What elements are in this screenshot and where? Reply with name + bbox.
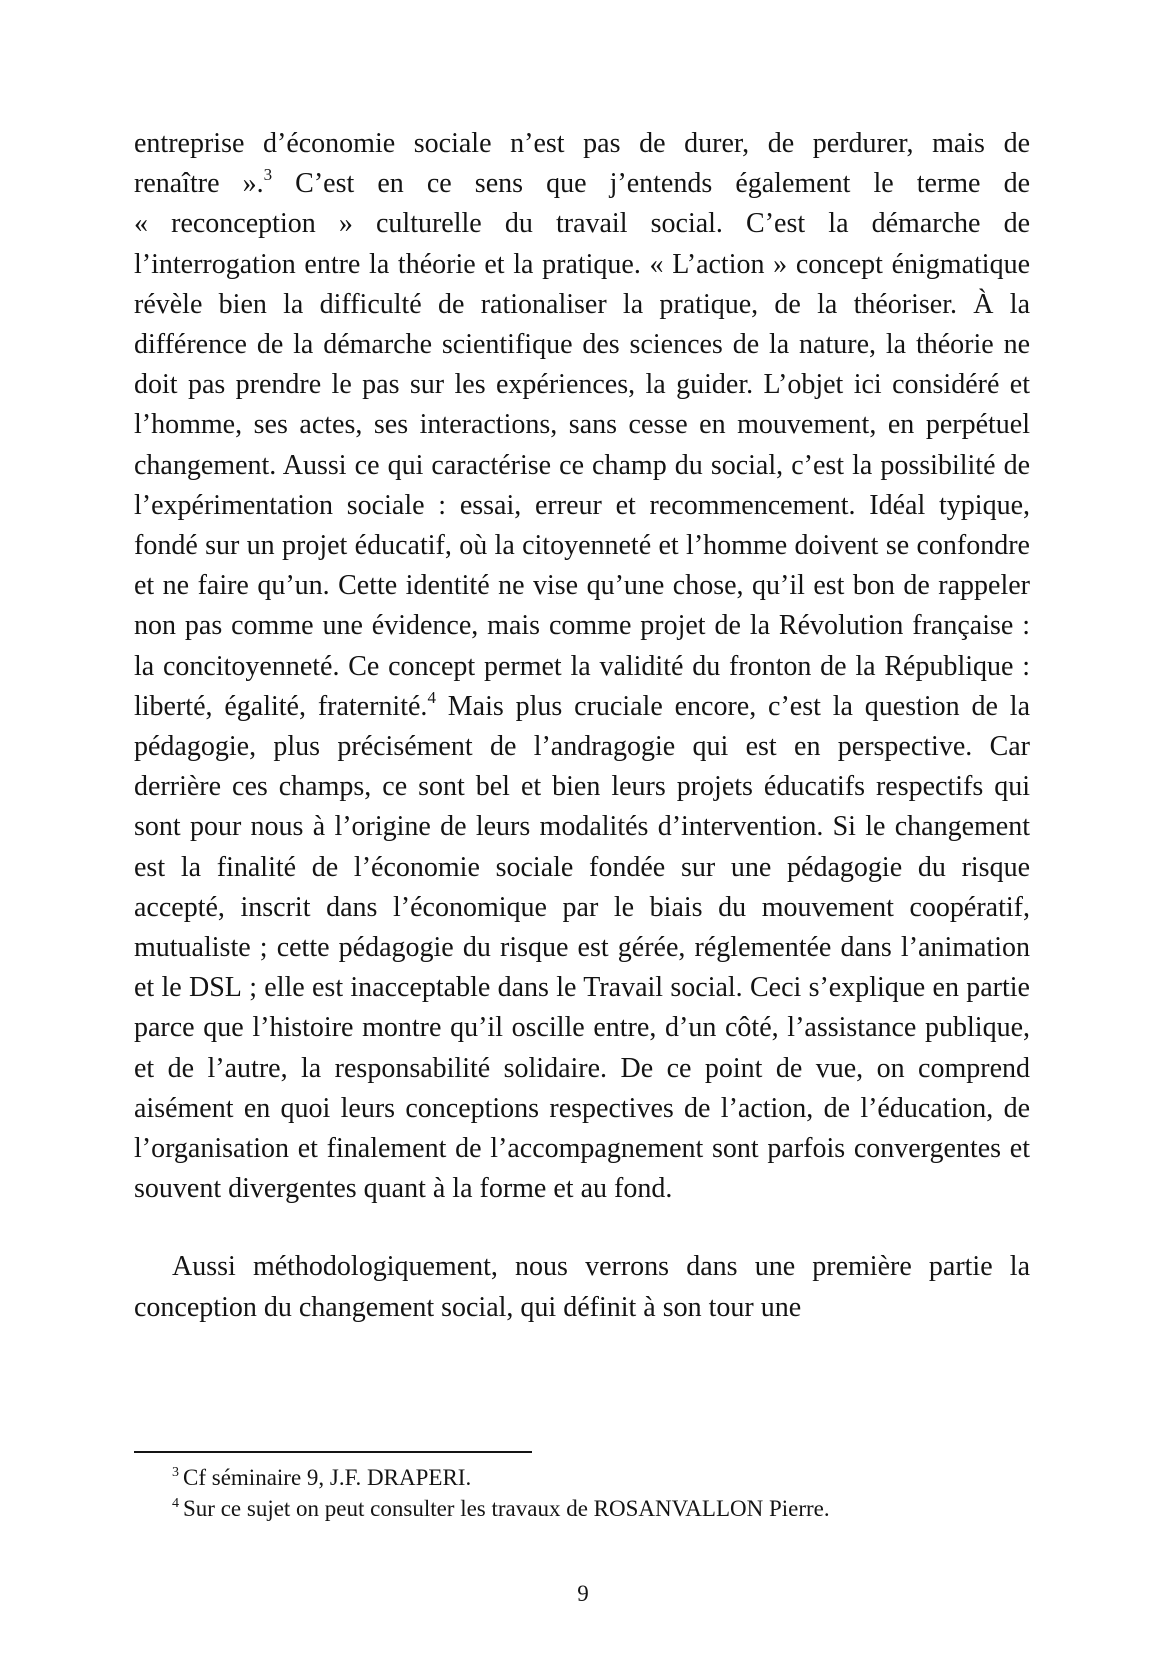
paragraph-1-segment-3: Mais plus cruciale encore, c’est la question de la pédagogie, plus précisément de l’andragogie qui est en perspective. Car derrière ces champs, ce sont bel et bien leurs projets éducatifs respectifs qui sont pour nous à l’origine de leurs modalités d’intervention. Si le changement est la finalité de l’économie sociale fondée sur une pédagogie du risque accepté, inscrit dans l’économique par le biais du mouvement coopératif, mutualiste ; cette pédagogie du risque est gérée, réglementée dans l’animation et le DSL ; elle est inacceptable dans le Travail social. Ceci s’explique en partie parce que l’histoire montre qu’il oscille entre, d’un côté, l’assistance publique, et de l’autre, la responsabilité solidaire. De ce point de vue, on comprend aisément en quoi leurs conceptions respectives de l’action, de l’éducation, de l’organisation et finalement de l’accompagnement sont parfois convergentes et souvent divergentes quant à la forme et au fond. [134, 690, 1031, 1205]
paragraph-2 [134, 1247, 1030, 1327]
footnote-4 [172, 1493, 1052, 1524]
paragraph-1-segment-2: C’est en ce sens que j’entends également le terme de « reconception » culturelle du travail social. C’est la démarche de l’interrogation entre la théorie et la pratique. « L’action » concept énigmatique révèle bien la difficulté de rationaliser la pratique, de la théoriser. À la différence de la démarche scientifique des sciences de la nature, la théorie ne doit pas prendre le pas sur les expériences, la guider. L’objet ici considéré et l’homme, ses actes, ses interactions, sans cesse en mouvement, en perpétuel changement. Aussi ce qui caractérise ce champ du social, c’est la possibilité de l’expérimentation sociale : essai, erreur et recommencement. Idéal typique, fondé sur un projet éducatif, où la citoyenneté et l’homme doivent se confondre et ne faire qu’un. Cette identité ne vise qu’une chose, qu’il est bon de rappeler non pas comme une évidence, mais comme projet de la Révolution française : la concitoyenneté. Ce concept permet la validité du fronton de la République : liberté, égalité, fraternité. [134, 168, 1030, 722]
footnote-4-text: Sur ce sujet on peut consulter les travaux de ROSANVALLON Pierre. [183, 1496, 830, 1521]
body-text [134, 124, 1030, 1328]
paragraph-1 [134, 124, 1030, 1209]
footnote-reference-3[interactable]: 3 [263, 165, 273, 185]
footnote-4-mark: 4 [172, 1496, 179, 1511]
footnote-3-mark: 3 [172, 1465, 179, 1480]
paragraph-2-segment-1: Aussi méthodologiquement, nous verrons dans une première partie la conception du changement social, qui définit à son tour une [134, 1251, 1030, 1323]
footnote-reference-4[interactable]: 4 [427, 687, 436, 707]
page-number: 9 [577, 1581, 589, 1606]
footnote-3 [172, 1462, 1052, 1493]
paragraph-1-segment-1: entreprise d’économie sociale n’est pas de durer, de perdurer, mais de renaître ». [134, 128, 1030, 200]
footnotes [172, 1462, 1052, 1524]
footnote-separator [134, 1451, 532, 1453]
footnote-3-text: Cf séminaire 9, J.F. DRAPERI. [183, 1465, 472, 1490]
